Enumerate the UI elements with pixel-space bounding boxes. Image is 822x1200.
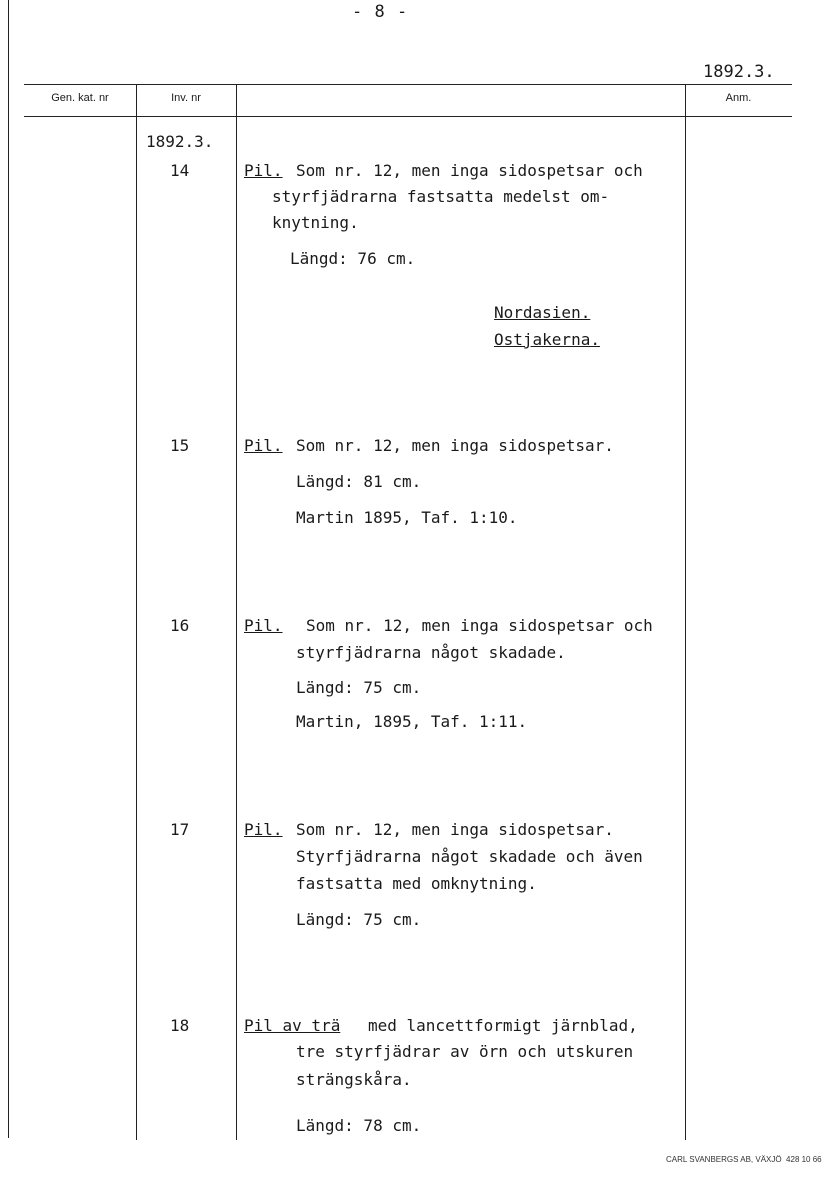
entry-region: Nordasien. xyxy=(494,303,591,322)
column-header-anm: Anm. xyxy=(725,92,752,104)
entry-text-line: knytning. xyxy=(272,213,359,232)
entry-label: Pil. xyxy=(244,436,283,455)
entry-label: Pil. xyxy=(244,161,283,180)
table-header-border xyxy=(24,116,792,117)
entry-length: Längd: 75 cm. xyxy=(296,678,422,697)
entry-text-line: Styrfjädrarna något skadade och även xyxy=(296,847,643,866)
table-top-border xyxy=(24,84,792,85)
entry-reference: Martin 1895, Taf. 1:10. xyxy=(296,508,518,527)
inv-year: 1892.3. xyxy=(146,132,214,151)
left-margin-line xyxy=(8,0,9,1138)
entry-text-line: Som nr. 12, men inga sidospetsar. xyxy=(296,820,614,839)
entry-text-line: fastsatta med omknytning. xyxy=(296,874,537,893)
entry-label: Pil. xyxy=(244,616,283,635)
entry-text-line: styrfjädrarna något skadade. xyxy=(296,643,566,662)
entry-reference: Martin, 1895, Taf. 1:11. xyxy=(296,712,528,731)
entry-text-line: styrfjädrarna fastsatta medelst om- xyxy=(272,187,610,206)
entry-length: Längd: 78 cm. xyxy=(296,1116,422,1135)
header-year: 1892.3. xyxy=(703,62,775,82)
column-divider-gen xyxy=(136,84,137,1140)
column-header-inv: Inv. nr xyxy=(171,92,201,104)
column-divider-inv xyxy=(236,84,237,1140)
entry-label: Pil. xyxy=(244,820,283,839)
entry-text-line: med lancettformigt järnblad, xyxy=(368,1016,638,1035)
entry-length: Längd: 81 cm. xyxy=(296,472,422,491)
entry-text-line: Som nr. 12, men inga sidospetsar och xyxy=(306,616,653,635)
entry-text-line: Som nr. 12, men inga sidospetsar och xyxy=(296,161,643,180)
column-header-gen-kat: Gen. kat. nr xyxy=(51,92,109,104)
entry-number: 14 xyxy=(170,161,190,180)
entry-length: Längd: 75 cm. xyxy=(296,910,422,929)
entry-text-line: tre styrfjädrar av örn och utskuren xyxy=(296,1042,634,1061)
entry-number: 17 xyxy=(170,820,190,839)
printer-mark: CARL SVANBERGS AB, VÄXJÖ 428 10 66 xyxy=(666,1155,822,1164)
entry-number: 15 xyxy=(170,436,190,455)
column-divider-anm xyxy=(685,84,686,1140)
entry-number: 16 xyxy=(170,616,190,635)
entry-number: 18 xyxy=(170,1016,190,1035)
entry-length: Längd: 76 cm. xyxy=(290,249,416,268)
page-number: - 8 - xyxy=(352,2,409,22)
entry-text-line: strängskåra. xyxy=(296,1070,412,1089)
entry-label: Pil av trä xyxy=(244,1016,341,1035)
entry-people: Ostjakerna. xyxy=(494,330,600,349)
entry-text-line: Som nr. 12, men inga sidospetsar. xyxy=(296,436,614,455)
